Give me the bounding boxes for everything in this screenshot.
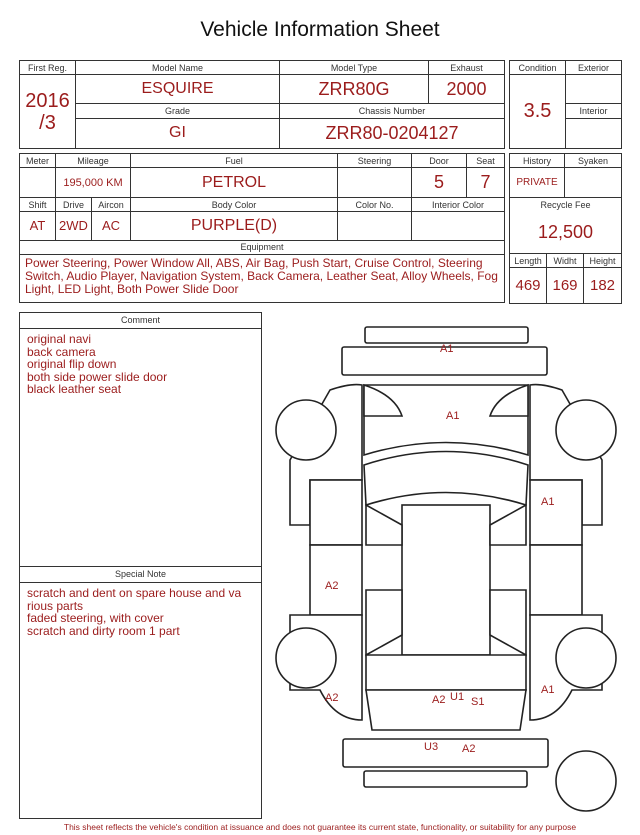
front-bumper-strip xyxy=(365,327,528,343)
left-door-front xyxy=(310,480,362,545)
history-table xyxy=(509,153,622,304)
syaken-label: Syaken xyxy=(565,154,622,168)
right-window-front xyxy=(490,505,526,545)
damage-mark: A1 xyxy=(541,684,555,696)
sheet-title: Vehicle Information Sheet xyxy=(200,18,440,41)
wheel-front-right xyxy=(556,400,616,460)
exhaust-value: 2000 xyxy=(429,75,505,104)
interior-value xyxy=(566,118,622,148)
comment-lines xyxy=(20,329,261,400)
first-reg-month: /3 xyxy=(39,111,56,134)
damage-mark: A1 xyxy=(446,410,460,422)
spare-wheel xyxy=(556,751,616,811)
length-value: 469 xyxy=(510,268,547,304)
interior-color-label: Interior Color xyxy=(412,198,505,212)
special-note-box xyxy=(19,566,262,819)
right-door-front xyxy=(530,480,582,545)
aircon-value: AC xyxy=(92,212,131,240)
special-note-line: faded steering, with cover xyxy=(27,611,164,626)
damage-mark: A2 xyxy=(325,580,339,592)
recycle-fee-value: 12,500 xyxy=(510,212,622,254)
condition-table xyxy=(509,60,622,149)
comment-line: back camera xyxy=(27,344,96,359)
first-reg-year: 2016 xyxy=(25,89,70,112)
model-type-label: Model Type xyxy=(280,61,429,75)
door-label: Door xyxy=(412,154,467,168)
damage-mark: A1 xyxy=(541,496,555,508)
door-value: 5 xyxy=(412,168,467,198)
damage-mark: A1 xyxy=(440,343,454,355)
damage-mark: A2 xyxy=(432,694,446,706)
seat-value: 7 xyxy=(467,168,505,198)
fuel-value: PETROL xyxy=(131,168,338,198)
length-label: Length xyxy=(510,254,547,268)
body-color-label: Body Color xyxy=(131,198,338,212)
comment-line: both side power slide door xyxy=(27,369,168,384)
width-value: 169 xyxy=(547,268,584,304)
condition-label: Condition xyxy=(510,61,566,75)
model-name-label: Model Name xyxy=(76,61,280,75)
details-table xyxy=(19,153,505,303)
rear-bumper xyxy=(343,739,548,767)
rear-bumper-strip xyxy=(364,771,527,787)
chassis-value: ZRR80-0204127 xyxy=(280,118,505,148)
grade-label: Grade xyxy=(76,104,280,118)
equipment-value: Power Steering, Power Window All, ABS, Air Bag, Push Start, Cruise Control, Steering Switch, Audio Player, Navigation System, Back Camera, Leather Seat, Alloy Wheels, Fog Light, LED Light, Both Power Slide Door xyxy=(20,254,505,302)
equipment-label: Equipment xyxy=(20,240,505,254)
recycle-fee-label: Recycle Fee xyxy=(510,198,622,212)
wheel-front-left xyxy=(276,400,336,460)
shift-value: AT xyxy=(20,212,56,240)
fuel-label: Fuel xyxy=(131,154,338,168)
first-reg-label: First Reg. xyxy=(20,61,76,75)
comment-line: original flip down xyxy=(27,357,117,372)
comment-line: original navi xyxy=(27,332,92,346)
car-damage-diagram xyxy=(265,312,625,822)
color-no-value xyxy=(338,212,412,240)
wheel-rear-right xyxy=(556,628,616,688)
left-window-front xyxy=(366,505,402,545)
history-label: History xyxy=(510,154,565,168)
drive-label: Drive xyxy=(56,198,92,212)
disclaimer-footer: This sheet reflects the vehicle's condition at issuance and does not guarantee its current state, functionality, or suitability for any purpose xyxy=(63,822,577,832)
interior-label: Interior xyxy=(566,104,622,118)
comment-box xyxy=(19,312,262,567)
aircon-label: Aircon xyxy=(92,198,131,212)
mileage-label: Mileage xyxy=(56,154,131,168)
meter-label: Meter xyxy=(20,154,56,168)
special-note-line: rious parts xyxy=(27,598,84,613)
history-value: PRIVATE xyxy=(510,168,565,198)
grade-value: GI xyxy=(76,118,280,148)
special-note-line: scratch and dent on spare house and va xyxy=(27,586,242,600)
special-note-line: scratch and dirty room 1 part xyxy=(27,623,180,638)
height-value: 182 xyxy=(584,268,622,304)
special-note-lines xyxy=(20,583,261,641)
width-label: Widht xyxy=(547,254,584,268)
rear-window xyxy=(366,655,526,690)
damage-mark: U1 xyxy=(450,691,465,703)
damage-mark: A2 xyxy=(325,692,339,704)
comment-label: Comment xyxy=(20,313,261,329)
condition-value: 3.5 xyxy=(510,75,566,149)
comment-line: black leather seat xyxy=(27,382,122,397)
chassis-label: Chassis Number xyxy=(280,104,505,118)
exterior-label: Exterior xyxy=(566,61,622,75)
interior-color-value xyxy=(412,212,505,240)
body-color-value: PURPLE(D) xyxy=(131,212,338,240)
steering-value xyxy=(338,168,412,198)
damage-mark: A2 xyxy=(462,743,476,755)
height-label: Height xyxy=(584,254,622,268)
drive-value: 2WD xyxy=(56,212,92,240)
damage-mark: S1 xyxy=(471,696,485,708)
tailgate xyxy=(366,690,526,730)
first-reg-value xyxy=(20,75,76,149)
windshield xyxy=(364,452,528,506)
mileage-value: 195,000 KM xyxy=(56,168,131,198)
wheel-rear-left xyxy=(276,628,336,688)
exhaust-label: Exhaust xyxy=(429,61,505,75)
steering-label: Steering xyxy=(338,154,412,168)
seat-label: Seat xyxy=(467,154,505,168)
shift-label: Shift xyxy=(20,198,56,212)
damage-mark: U3 xyxy=(424,741,439,753)
left-window-rear xyxy=(366,590,402,655)
model-type-value: ZRR80G xyxy=(280,75,429,104)
color-no-label: Color No. xyxy=(338,198,412,212)
exterior-value xyxy=(566,75,622,104)
roof xyxy=(402,505,490,655)
special-note-label: Special Note xyxy=(20,567,261,583)
main-info-table xyxy=(19,60,505,149)
right-window-rear xyxy=(490,590,526,655)
model-name-value: ESQUIRE xyxy=(76,75,280,104)
meter-value xyxy=(20,168,56,198)
syaken-value xyxy=(565,168,622,198)
right-door-rear xyxy=(530,545,582,615)
